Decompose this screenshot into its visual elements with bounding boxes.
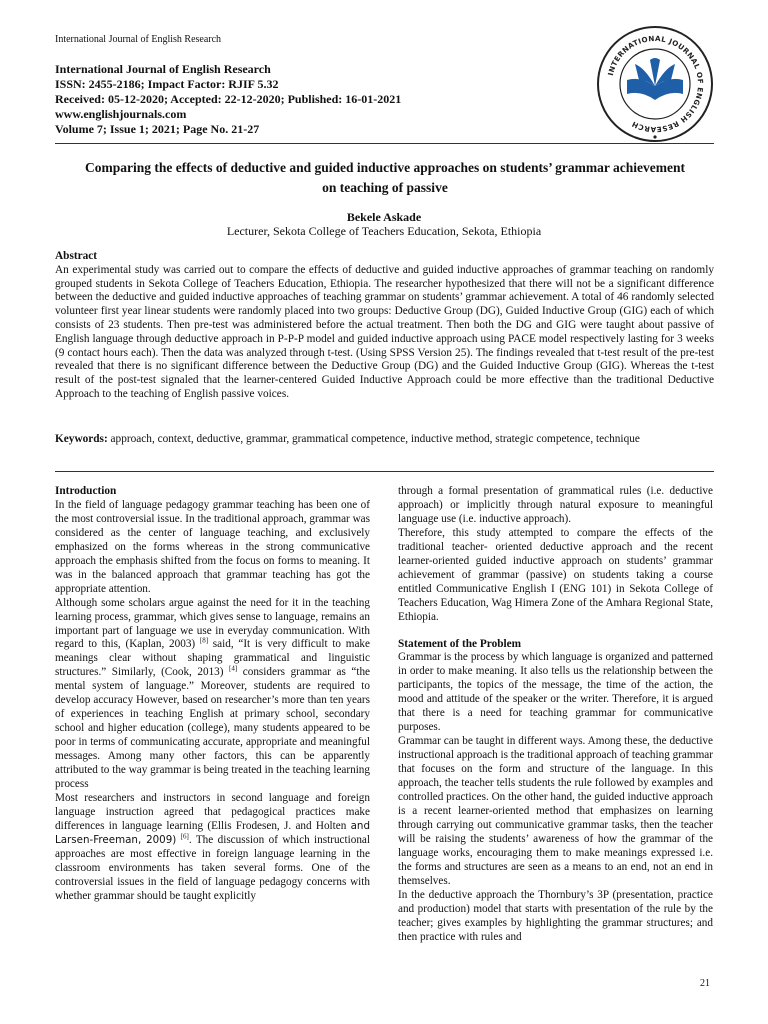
citation-6[interactable]: [6] [180,832,189,841]
abstract-rule [55,471,714,472]
journal-logo [595,24,715,144]
citation-4[interactable]: [4] [229,664,238,673]
intro-p3-part-b: . The discussion of which instructional approaches are most effective in foreign language learning in the classroom environments has taken several forms. One of the controversial issues in the field of language pedagogy concerns with whether grammar should be taught explicitly [55,833,370,902]
journal-name: International Journal of English Research [55,62,271,76]
volume-line: Volume 7; Issue 1; 2021; Page No. 21-27 [55,122,260,136]
author-name: Bekele Askade [346,210,422,224]
website-link[interactable]: www.englishjournals.com [55,107,187,121]
problem-paragraph-1: Grammar is the process by which language is organized and patterned in order to make meaning. It also tells us the relationship between the participants, the topics of the message, the time of the action, the mood and attitude of the speaker or the writer. Therefore, it is argued that there is a need for teaching grammar for communicative purposes. [398,651,713,734]
intro-p2-part-c: considers grammar as “the mental system of language.” Moreover, students are required to develop accuracy However, based on researcher’s more than ten years of experiences in teaching English at primary school, secondary school and higher education (college), many students appeared to be poor in terms of communicating accurate, appropriate and meaningful messages. Among many other factors, this can be apparently attributed to the way grammar is being treated in the teaching learning process [55,666,370,791]
keywords-label: Keywords: [55,433,108,445]
abstract-text: An experimental study was carried out to compare the effects of deductive and guided inductive approaches of grammar teaching on randomly grouped students in Sekota College of Teachers Education, Ethiopia. The researcher hypothesized that there will not be a significant difference between the deductive and guided inductive approaches of teaching grammar on students’ grammar achievement. A total of 46 randomly selected volunteer first year linear students were randomly placed into two groups: Deductive Group (DG), Guided Inductive Group (GIG) each of which consists of 23 students. Then pre-test was administered before the actual treatment. Then both the DG and GIG were taught about passive of English language through deductive approach in P-P-P model and guided inductive approach using PACE model respectively lasting for 3 weeks (9 contact hours each). Then the data was analyzed through t-test. (Using SPSS Version 25). The findings revealed that t-test result of the pre-test revealed that there is no significant difference between the Deductive Group (DG) and the Guided Inductive Group (GIG). Whereas the t-test result of the post-test signaled that the learner-centered Guided Inductive Approach could be more effective than the traditional Deductive Approach to the teaching of English passive voices. [55,263,714,400]
intro-paragraph-3 [55,792,370,904]
logo-ring-text: INTERNATIONAL JOURNAL OF ENGLISH RESEARCH [605,33,706,135]
left-column [55,485,370,904]
problem-paragraph-3: In the deductive approach the Thornbury’s 3P (presentation, practice and production) model that starts with presentation of the rule by the teacher; gives examples by highlighting the grammar structures; and then practice with rules and [398,888,713,943]
right-paragraph-2: Therefore, this study attempted to compare the effects of the traditional teacher- oriented deductive approach and the recent learner-oriented guided inductive approach on students’ grammar achievement of grammar (passive) on students taking a course entitled Communicative English I (ENG 101) in Sekota College of Teachers Education, Wag Himera Zone of the Amhara Regional State, Ethiopia. [398,526,713,623]
intro-paragraph-2 [55,597,370,792]
header-rule [55,143,714,144]
intro-p2-part-b: said, “It is very difficult to make meanings clear without shaping grammatical and linguistic structures.” Similarly, (Cook, 2013) [55,638,370,679]
running-head: International Journal of English Research [55,34,222,45]
article-title: Comparing the effects of deductive and guided inductive approaches on students’ grammar achievement on teaching of passive [85,160,685,195]
intro-p3-sans: and Larsen-Freeman, 2009) [55,819,370,846]
book-seal-icon [595,24,715,144]
intro-p3-part-a: Most researchers and instructors in second language and foreign language instruction agreed that pedagogical practices make differences in language learning (Ellis Frodesen, J. and Holten [55,791,370,832]
introduction-heading: Introduction [55,485,117,497]
page-number: 21 [700,978,710,989]
abstract-section [55,250,714,402]
intro-paragraph-1: In the field of language pedagogy grammar teaching has been one of the most controversial issue. In the traditional approach, grammar was considered as the center of language teaching, and exclusively emphasized on the forms whereas in the strong communicative approach the emphasis shifted from the focus on forms to meaning. It was in the balanced approach that grammar teaching has got the appropriate attention. [55,498,370,595]
dates-line: Received: 05-12-2020; Accepted: 22-12-2020; Published: 16-01-2021 [55,92,402,106]
intro-p2-part-a: Although some scholars argue against the need for it in the teaching learning process, grammar, which gives sense to language, remains an important part of language we use in everyday communication. With regard to this, (Kaplan, 2003) [55,596,370,651]
keywords-text: approach, context, deductive, grammar, grammatical competence, inductive method, strategic competence, technique [110,433,640,445]
problem-paragraph-2: Grammar can be taught in different ways. Among these, the deductive instructional approach is the traditional approach of teaching grammar that focuses on the form and structure of the language. In this approach, the teacher tells students the rule followed by examples and controlled practices. On the other hand, the guided inductive approach is a recent learner-oriented method that emphasizes on learning through carrying out communicative grammar tasks, then the teacher will be raising the students’ awareness of how the grammar of the language works, encouraging them to make meanings expressed i.e. the forms and structures are seen as a means to an end, not an end in themselves. [398,735,713,887]
problem-heading: Statement of the Problem [398,637,522,650]
journal-info [55,62,401,137]
right-column [398,485,713,945]
right-paragraph-1: through a formal presentation of grammatical rules (i.e. deductive approach) or implicitly through natural exposure to meaningful language use (i.e. inductive approach). [398,485,713,525]
keywords-section [55,432,714,446]
citation-8[interactable]: [8] [199,636,209,645]
issn-line: ISSN: 2455-2186; Impact Factor: RJIF 5.32 [55,77,279,91]
abstract-heading: Abstract [55,250,98,262]
author-affiliation: Lecturer, Sekota College of Teachers Education, Sekota, Ethiopia [226,224,542,238]
